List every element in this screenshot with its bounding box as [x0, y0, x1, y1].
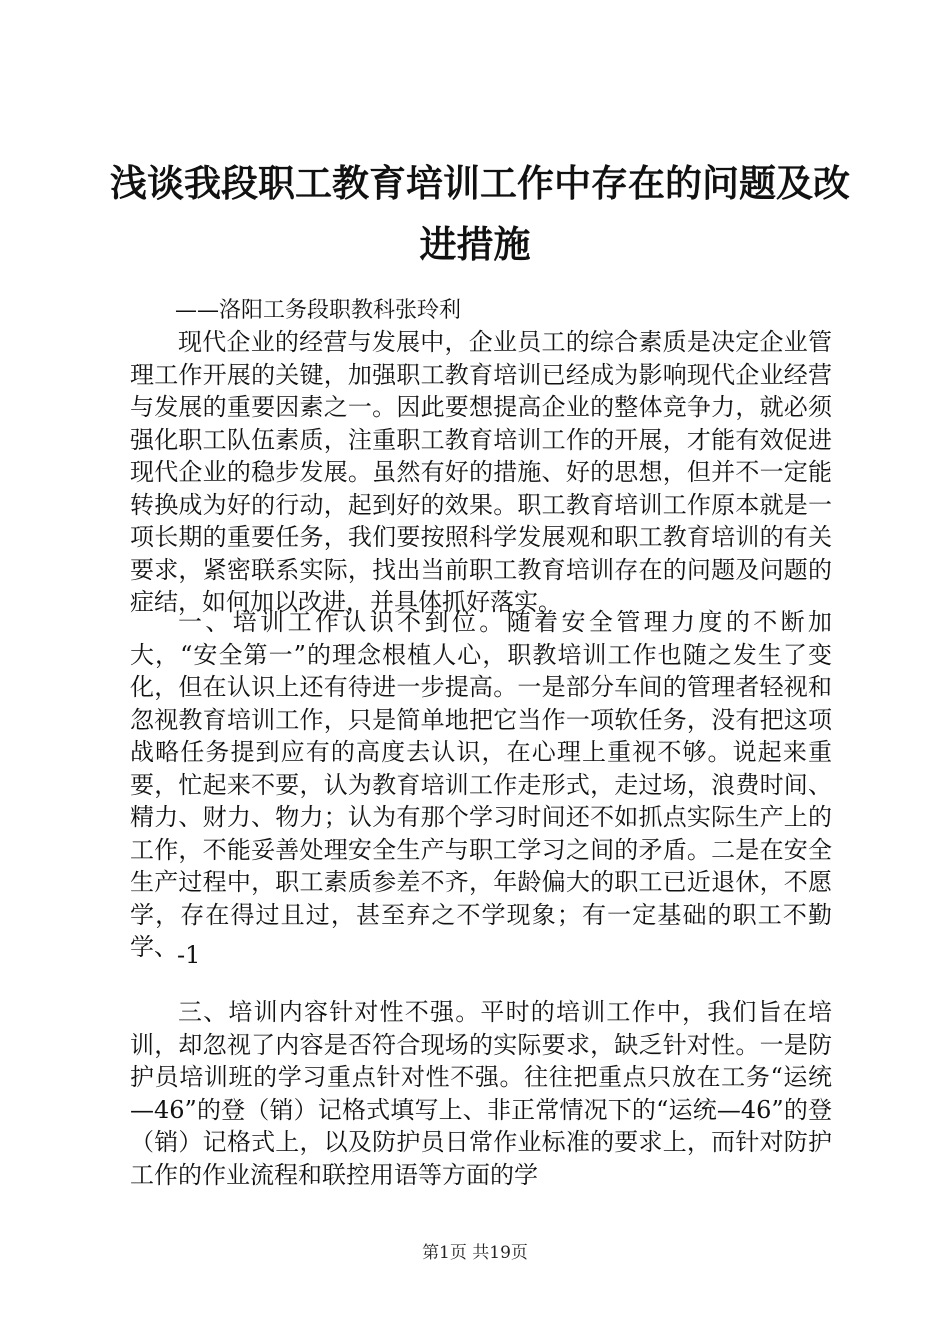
paragraph-section-3: 三、培训内容针对性不强。平时的培训工作中，我们旨在培训，却忽视了内容是否符合现场的实际要求，缺乏针对性。一是防护员培训班的学习重点针对性不强。往往把重点只放在工务“运统—46”的登（销）记格式填写上、非正常情况下的“运统—46”的登（销）记格式上，以及防护员日常作业标准的要求上，而针对防护工作的作业流程和联控用语等方面的学 [130, 998, 832, 1189]
document-title-line-1: 浅谈我段职工教育培训工作中存在的问题及改 [110, 161, 850, 205]
document-title-line-2: 进措施 [419, 222, 531, 266]
inline-page-marker: -1 [177, 941, 201, 969]
page-footer: 第1页 共19页 [422, 1243, 528, 1263]
paragraph-section-1: 一、培训工作认识不到位。随着安全管理力度的不断加大，“安全第一”的理念根植人心，职教培训工作也随之发生了变化，但在认识上还有待进一步提高。一是部分车间的管理者轻视和忽视教育培训工作，只是简单地把它当作一项软任务，没有把这项战略任务提到应有的高度去认识，在心理上重视不够。说起来重要，忙起来不要，认为教育培训工作走形式，走过场，浪费时间、精力、财力、物力；认为有那个学习时间还不如抓点实际生产上的工作，不能妥善处理安全生产与职工学习之间的矛盾。二是在安全生产过程中，职工素质参差不齐，年龄偏大的职工已近退休，不愿学，存在得过且过，甚至弃之不学现象；有一定基础的职工不勤学、 [130, 608, 832, 961]
author-line: ——洛阳工务段职教科张玲利 [175, 298, 462, 323]
paragraph-intro: 现代企业的经营与发展中，企业员工的综合素质是决定企业管理工作开展的关键，加强职工教育培训已经成为影响现代企业经营与发展的重要因素之一。因此要想提高企业的整体竞争力，就必须强化职工队伍素质，注重职工教育培训工作的开展，才能有效促进现代企业的稳步发展。虽然有好的措施、好的思想，但并不一定能转换成为好的行动，起到好的效果。职工教育培训工作原本就是一项长期的重要任务，我们要按照科学发展观和职工教育培训的有关要求，紧密联系实际，找出当前职工教育培训存在的问题及问题的症结，如何加以改进，并具体抓好落实。 [130, 328, 832, 616]
